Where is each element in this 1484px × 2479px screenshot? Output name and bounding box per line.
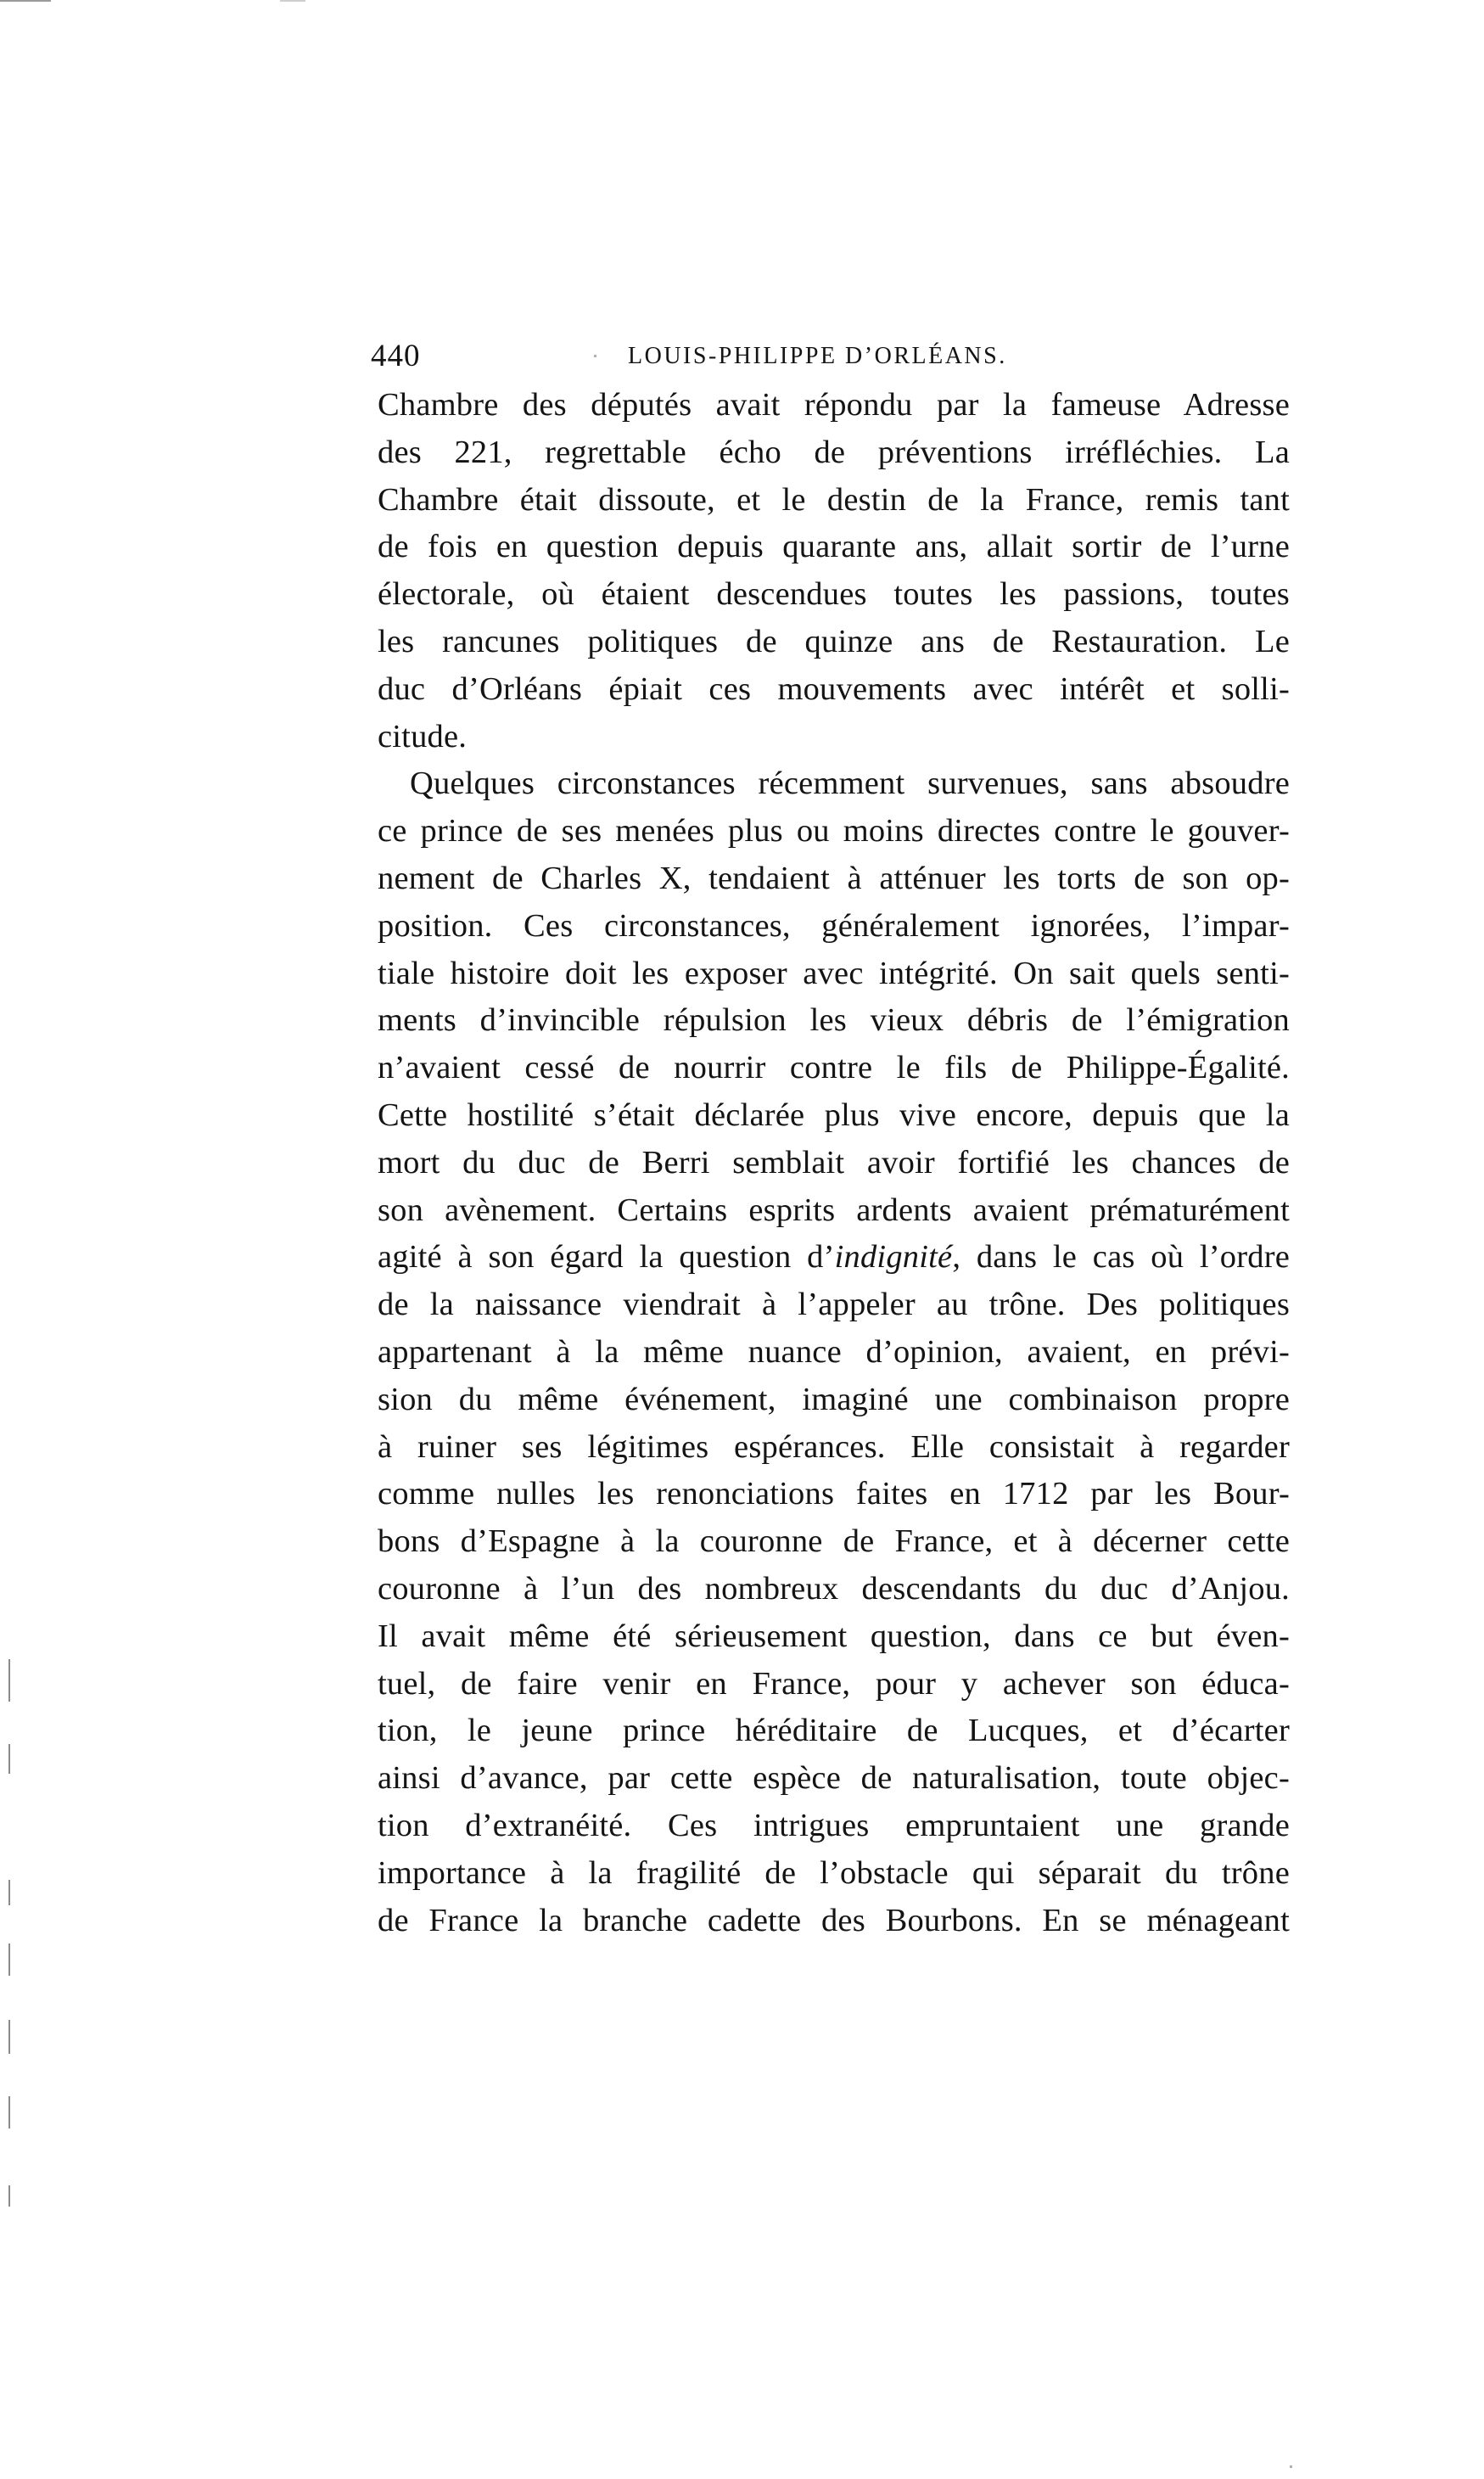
text-line: nement de Charles X, tendaient à atténuer les torts de son op- bbox=[378, 860, 1290, 896]
text-line: bons d’Espagne à la couronne de France, et à décerner cette bbox=[378, 1523, 1290, 1560]
text-line: mort du duc de Berri semblait avoir fortifié les chances de bbox=[378, 1144, 1290, 1181]
text-line: des 221, regrettable écho de préventions irréfléchies. La bbox=[378, 434, 1290, 470]
text-line: à ruiner ses légitimes espérances. Elle consistait à regarder bbox=[378, 1428, 1290, 1465]
text-line: comme nulles les renonciations faites en 1712 par les Bour- bbox=[378, 1476, 1290, 1512]
page-number: 440 bbox=[371, 339, 421, 373]
text-line: sion du même événement, imaginé une combinaison propre bbox=[378, 1381, 1290, 1417]
margin-scan-mark bbox=[8, 2185, 10, 2207]
running-head bbox=[371, 338, 1291, 380]
text-line: tion, le jeune prince héréditaire de Lucques, et d’écarter bbox=[378, 1713, 1290, 1749]
scan-edge-mark bbox=[280, 0, 305, 2]
text-line: Chambre était dissoute, et le destin de la France, remis tant bbox=[378, 481, 1290, 518]
text-line: Cette hostilité s’était déclarée plus vive encore, depuis que la bbox=[378, 1096, 1290, 1133]
text-line: de France la branche cadette des Bourbons. En se ménageant bbox=[378, 1902, 1290, 1938]
text-fragment: agité à son égard la question d’ bbox=[378, 1239, 835, 1276]
body-text bbox=[378, 382, 1290, 1944]
margin-scan-mark bbox=[8, 1744, 10, 1774]
text-line: ce prince de ses menées plus ou moins directes contre le gouver- bbox=[378, 813, 1290, 850]
text-line: duc d’Orléans épiait ces mouvements avec intérêt et solli- bbox=[378, 670, 1290, 707]
text-line-with-italic bbox=[378, 1234, 1290, 1282]
scan-edge-mark bbox=[0, 0, 51, 2]
text-line: position. Ces circonstances, généralement ignorées, l’impar- bbox=[378, 907, 1290, 944]
text-line: son avènement. Certains esprits ardents avaient prématurément bbox=[378, 1192, 1290, 1228]
paragraph-first-line: Quelques circonstances récemment survenues, sans absoudre bbox=[410, 766, 1290, 802]
margin-scan-mark bbox=[8, 2020, 10, 2054]
text-line: n’avaient cessé de nourrir contre le fils de Philippe-Égalité. bbox=[378, 1050, 1290, 1086]
text-line: couronne à l’un des nombreux descendants du duc d’Anjou. bbox=[378, 1570, 1290, 1607]
margin-scan-mark bbox=[8, 2096, 10, 2128]
text-line: de la naissance viendrait à l’appeler au trône. Des politiques bbox=[378, 1287, 1290, 1323]
margin-scan-mark bbox=[8, 1943, 10, 1976]
text-line: Il avait même été sérieusement question, dans ce but éven- bbox=[378, 1618, 1290, 1654]
text-line: tiale histoire doit les exposer avec intégrité. On sait quels senti- bbox=[378, 955, 1290, 991]
text-line: les rancunes politiques de quinze ans de Restauration. Le bbox=[378, 623, 1290, 659]
text-line: tuel, de faire venir en France, pour y achever son éduca- bbox=[378, 1665, 1290, 1702]
text-line: appartenant à la même nuance d’opinion, avaient, en prévi- bbox=[378, 1333, 1290, 1370]
scan-speck bbox=[1290, 2465, 1292, 2468]
italic-word: indignité bbox=[834, 1239, 953, 1276]
text-line: tion d’extranéité. Ces intrigues empruntaient une grande bbox=[378, 1807, 1290, 1843]
margin-scan-mark bbox=[8, 1659, 10, 1702]
text-line: citude. bbox=[378, 718, 468, 754]
text-line: ments d’invincible répulsion les vieux débris de l’émigration bbox=[378, 1002, 1290, 1039]
margin-scan-mark bbox=[8, 1880, 10, 1905]
text-line: électorale, où étaient descendues toutes les passions, toutes bbox=[378, 576, 1290, 613]
text-line: importance à la fragilité de l’obstacle qui séparait du trône bbox=[378, 1854, 1290, 1891]
text-fragment: , dans le cas où l’ordre bbox=[952, 1239, 1291, 1276]
running-title: LOUIS-PHILIPPE D’ORLÉANS. bbox=[628, 343, 1007, 369]
text-line: Chambre des députés avait répondu par la fameuse Adresse bbox=[378, 387, 1290, 423]
text-line: de fois en question depuis quarante ans, allait sortir de l’urne bbox=[378, 529, 1290, 565]
text-line: ainsi d’avance, par cette espèce de naturalisation, toute objec- bbox=[378, 1760, 1290, 1797]
